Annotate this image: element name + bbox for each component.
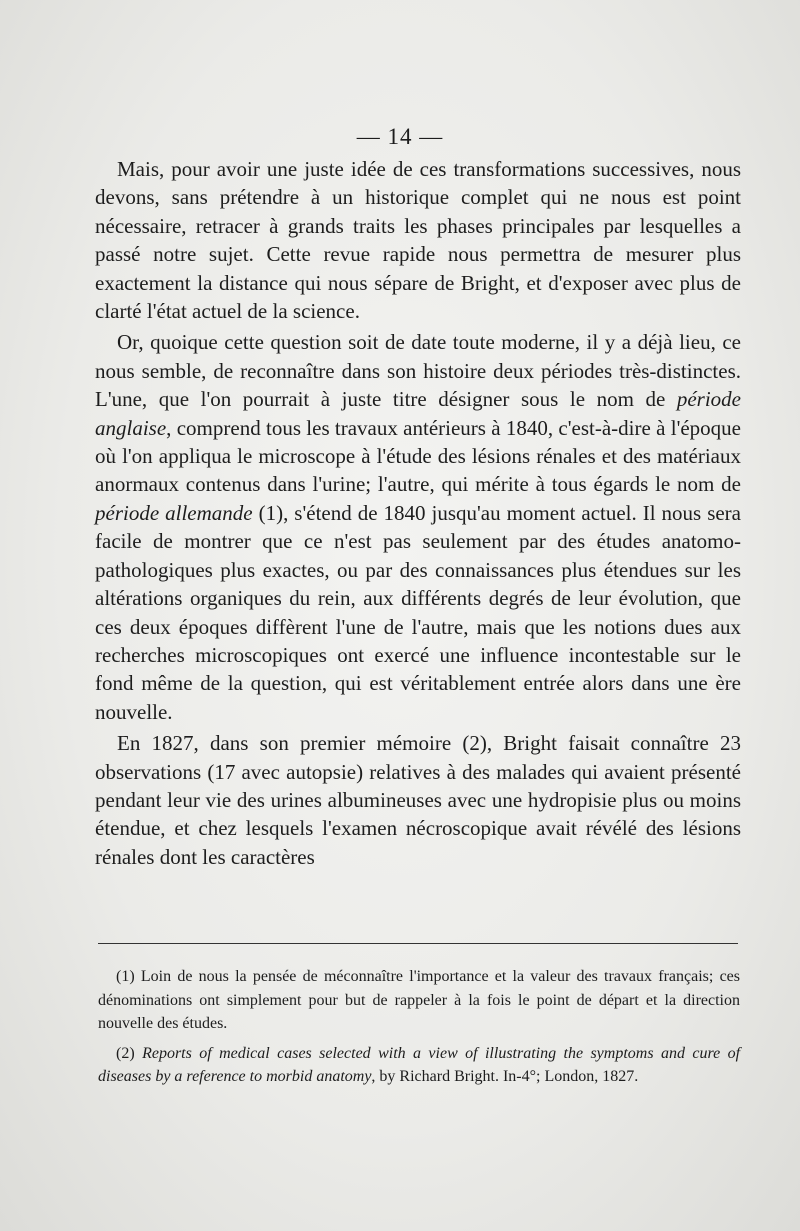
term-periode-anglaise: période anglaise xyxy=(95,387,741,440)
footnote-1: (1) Loin de nous la pensée de méconnaître l'importance et la valeur des travaux français; ces dénominations ont simplement pour but de rappeler à la fois le point de départ et la direction nouvelle des études. xyxy=(98,968,740,1032)
footnote-2-number: (2) xyxy=(116,1044,143,1062)
paragraph-3: En 1827, dans son premier mémoire (2), Bright faisait connaître 23 observations (17 avec autopsie) relatives à des malades qui avaient présenté pendant leur vie des urines albumineuses avec une hydropisie plus ou moins étendue, et chez lesquels l'examen nécroscopique avait révélé des lésions rénales dont les caractères xyxy=(95,731,741,869)
footnote-divider xyxy=(98,943,738,944)
paragraph-2-part-1: Or, quoique cette question soit de date toute moderne, il y a déjà lieu, ce nous semble, de reconnaître dans son histoire deux périodes très-distinctes. L'une, que l'on pourrait à juste titre désigner sous le nom de xyxy=(95,330,741,412)
footnote-2-title: Reports of medical cases selected with a view of illustrating the symptoms and cure of diseases by a reference to morbid anatomy xyxy=(98,1044,741,1085)
paragraph-2-part-3: (1), s'étend de 1840 jusqu'au moment actuel. Il nous sera facile de montrer que ce n'est pas seulement par des études anatomo-pathologiques plus exactes, ou par des connaissances plus étendues sur les altérations organiques du rein, aux différents degrés de leur évolution, que ces deux époques diffèrent l'une de l'autre, mais que les notions dues aux recherches microscopiques ont exercé une influence incontestable sur le fond même de la question, qui est véritablement entrée alors dans une ère nouvelle. xyxy=(95,500,741,724)
footnote-2 xyxy=(98,1042,740,1089)
body-text xyxy=(95,155,741,871)
term-periode-allemande: période allemande xyxy=(95,500,253,525)
footnote-2-rest: , by Richard Bright. In-4°; London, 1827. xyxy=(371,1068,639,1085)
paragraph-1: Mais, pour avoir une juste idée de ces transformations successives, nous devons, sans prétendre à un historique complet qui ne nous est point nécessaire, retracer à grands traits les phases principales par lesquelles a passé notre sujet. Cette revue rapide nous permettra de mesurer plus exactement la distance qui nous sépare de Bright, et d'exposer avec plus de clarté l'état actuel de la science. xyxy=(95,157,741,324)
paragraph-2-part-2: , comprend tous les travaux antérieurs à 1840, c'est-à-dire à l'époque où l'on appliqua le microscope à l'étude des lésions rénales et des matériaux anormaux contenus dans l'urine; l'autre, qui mérite à tous égards le nom de xyxy=(95,415,741,497)
paragraph-2 xyxy=(95,328,741,726)
footnotes xyxy=(98,965,740,1089)
page-number: — 14 — xyxy=(356,124,444,149)
